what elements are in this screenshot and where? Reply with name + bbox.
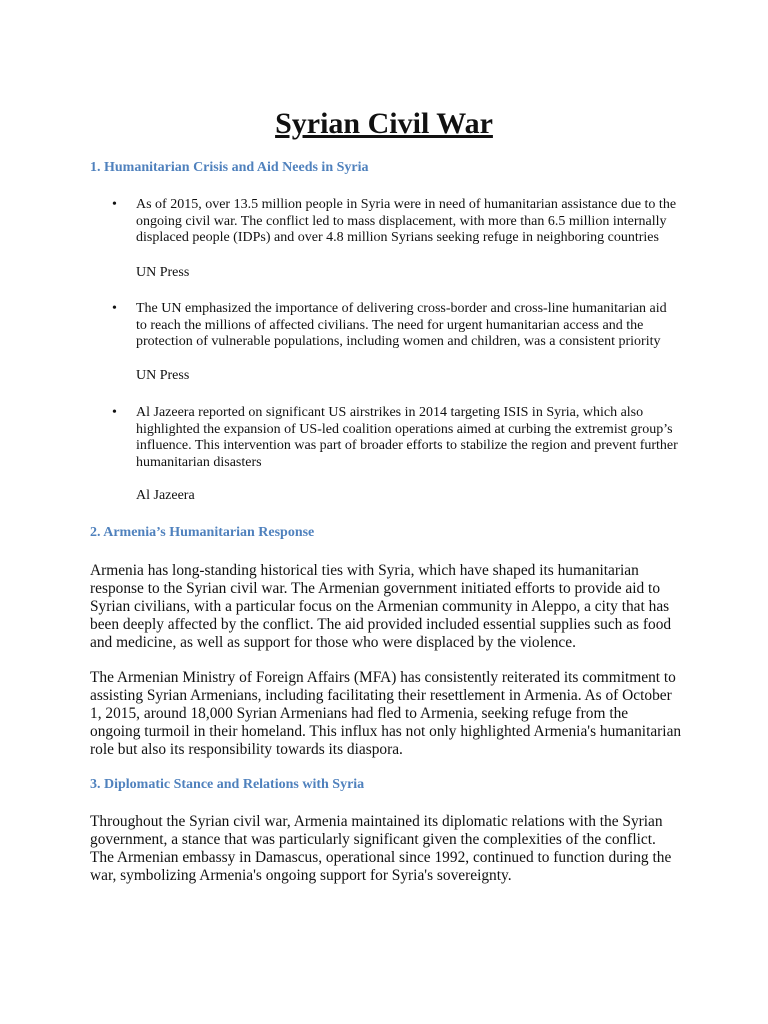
bullet-item-2-source: UN Press [136,368,190,383]
bullet-item-1-text: As of 2015, over 13.5 million people in Syria were in need of humanitarian assistance due to the ongoing civil war. The conflict led to mass displacement, with more than 6.5 million internally displaced people (IDPs) and over 4.8 million Syrians seeking refuge in neighboring countries [136,197,677,245]
section-3-paragraph-1: Throughout the Syrian civil war, Armenia maintained its diplomatic relations with the Syrian government, a stance that was particularly significant given the complexities of the conflict. The Armenian embassy in Damascus, operational since 1992, continued to function during the war, symbolizing Armenia's ongoing support for Syria's sovereignty. [90,813,672,884]
section-2-paragraph-1: Armenia has long-standing historical ties with Syria, which have shaped its humanitarian response to the Syrian civil war. The Armenian government initiated efforts to provide aid to Syrian civilians, with a particular focus on the Armenian community in Aleppo, a city that has been deeply affected by the conflict. The aid provided included essential supplies such as food and medicine, as well as support for those who were displaced by the violence. [90,562,672,651]
section-1-heading: 1. Humanitarian Crisis and Aid Needs in Syria [90,160,369,175]
bullet-marker: • [112,405,117,420]
bullet-item-2-text: The UN emphasized the importance of delivering cross-border and cross-line humanitarian aid to reach the millions of affected civilians. The need for urgent humanitarian access and the protection of vulnerable populations, including women and children, was a consistent priority [136,301,667,349]
section-2-paragraph-2: The Armenian Ministry of Foreign Affairs (MFA) has consistently reiterated its commitment to assisting Syrian Armenians, including facilitating their resettlement in Armenia. As of October 1, 2015, around 18,000 Syrian Armenians had fled to Armenia, seeking refuge from the ongoing turmoil in their homeland. This influx has not only highlighted Armenia's humanitarian role but also its responsibility towards its diaspora. [90,669,682,758]
bullet-item-1-source: UN Press [136,265,190,280]
section-2-heading: 2. Armenia’s Humanitarian Response [90,525,315,540]
section-3-heading: 3. Diplomatic Stance and Relations with Syria [90,777,365,792]
document-title: Syrian Civil War [275,107,493,140]
bullet-marker: • [112,301,117,316]
bullet-marker: • [112,197,117,212]
bullet-item-3-text: Al Jazeera reported on significant US airstrikes in 2014 targeting ISIS in Syria, which also highlighted the expansion of US-led coalition operations aimed at curbing the extremist group’s influence. This intervention was part of broader efforts to stabilize the region and prevent further humanitarian disasters [136,405,678,470]
bullet-item-3-source: Al Jazeera [136,488,195,503]
